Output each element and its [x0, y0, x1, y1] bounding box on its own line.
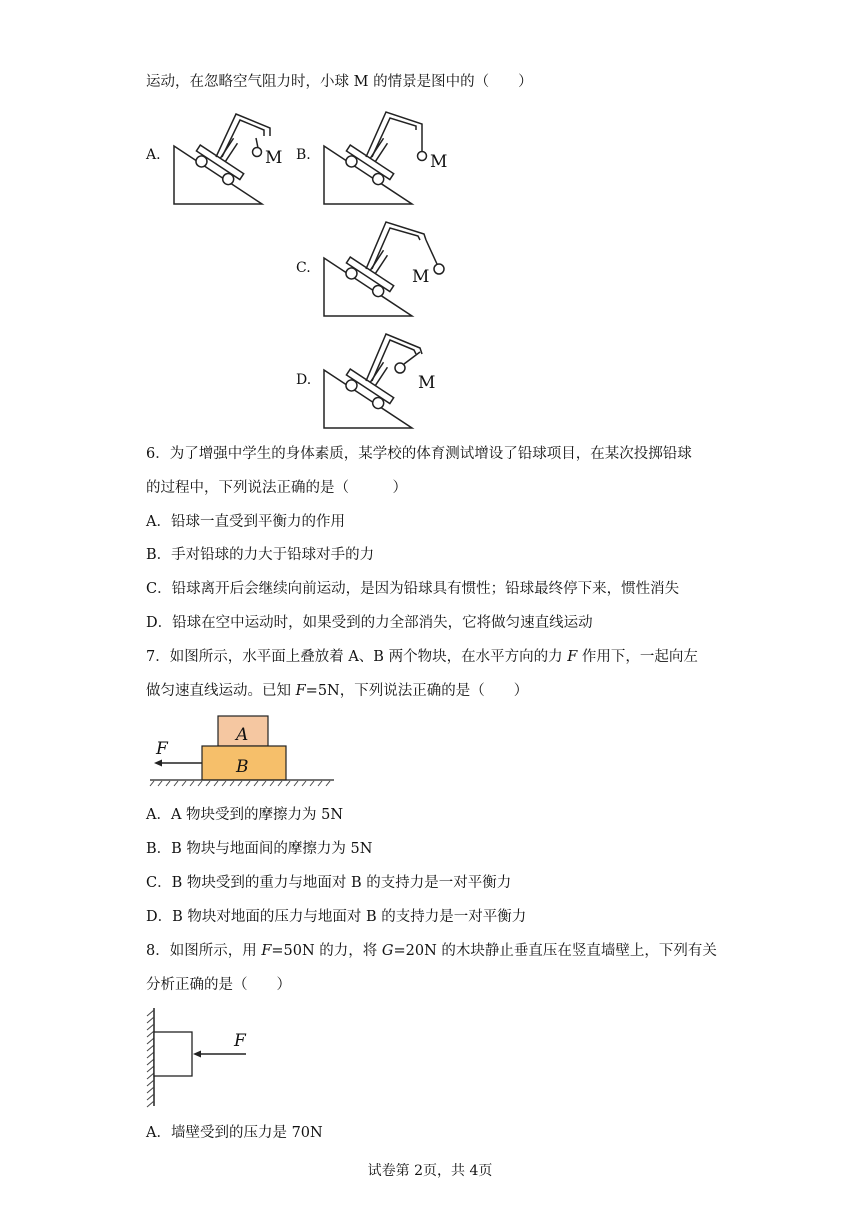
q6-stem-line1: 6．为了增强中学生的身体素质，某学校的体育测试增设了铅球项目，在某次投掷铅球 [146, 446, 692, 462]
q7-block-b-label: B [236, 757, 249, 777]
q5-option-c-label: C. [296, 260, 311, 276]
q5-option-b-label: B. [296, 147, 311, 163]
q7-option-a: A．A 物块受到的摩擦力为 5N [146, 807, 344, 823]
q8-force-label: F [234, 1031, 246, 1051]
q6-option-a: A．铅球一直受到平衡力的作用 [146, 514, 345, 530]
q6-option-b: B．手对铅球的力大于铅球对手的力 [146, 547, 375, 563]
q6-option-d: D．铅球在空中运动时，如果受到的力全部消失，它将做匀速直线运动 [146, 615, 593, 631]
page-footer: 试卷第 2页，共 4页 [367, 1163, 493, 1179]
q6-option-c: C．铅球离开后会继续向前运动，是因为铅球具有惯性；铅球最终停下来，惯性消失 [146, 581, 680, 597]
q5-option-c-figure [320, 220, 460, 320]
q7-force-label: F [156, 739, 168, 759]
q5-option-a-label: A. [146, 147, 161, 163]
q7-option-b: B．B 物块与地面间的摩擦力为 5N [146, 841, 373, 857]
q7-option-d: D．B 物块对地面的压力与地面对 B 的支持力是一对平衡力 [146, 909, 527, 925]
q7-option-c: C．B 物块受到的重力与地面对 B 的支持力是一对平衡力 [146, 875, 512, 891]
q5-option-d-ball-label: M [418, 373, 436, 393]
q5-option-c-ball-label: M [412, 267, 430, 287]
q8-stem-line1: 8．如图所示，用 F=50N 的力，将 G=20N 的木块静止垂直压在竖直墙壁上，下列有关 [146, 943, 717, 959]
q7-stem-line2: 做匀速直线运动。已知 F=5N，下列说法正确的是（ ） [146, 683, 529, 699]
q8-block [154, 1032, 192, 1076]
q5-option-a-figure [170, 108, 290, 208]
q5-option-d-label: D. [296, 372, 312, 388]
q7-stem-line1: 7．如图所示，水平面上叠放着 A、B 两个物块，在水平方向的力 F 作用下，一起向左 [146, 649, 698, 665]
q6-stem-line2: 的过程中，下列说法正确的是（ ） [146, 480, 407, 496]
q5-option-d-figure [320, 332, 460, 432]
q8-figure [142, 1004, 262, 1114]
q8-stem-line2: 分析正确的是（ ） [146, 977, 291, 993]
q5-option-b-figure [320, 108, 460, 208]
q8-option-a: A．墙壁受到的压力是 70N [146, 1125, 323, 1141]
q5-option-b-ball-label: M [430, 152, 448, 172]
q7-block-a-label: A [236, 725, 249, 745]
q7-figure [146, 712, 346, 792]
q5-stem-tail: 运动，在忽略空气阻力时，小球 M 的情景是图中的（ ） [146, 74, 533, 90]
q5-option-a-ball-label: M [265, 148, 283, 168]
